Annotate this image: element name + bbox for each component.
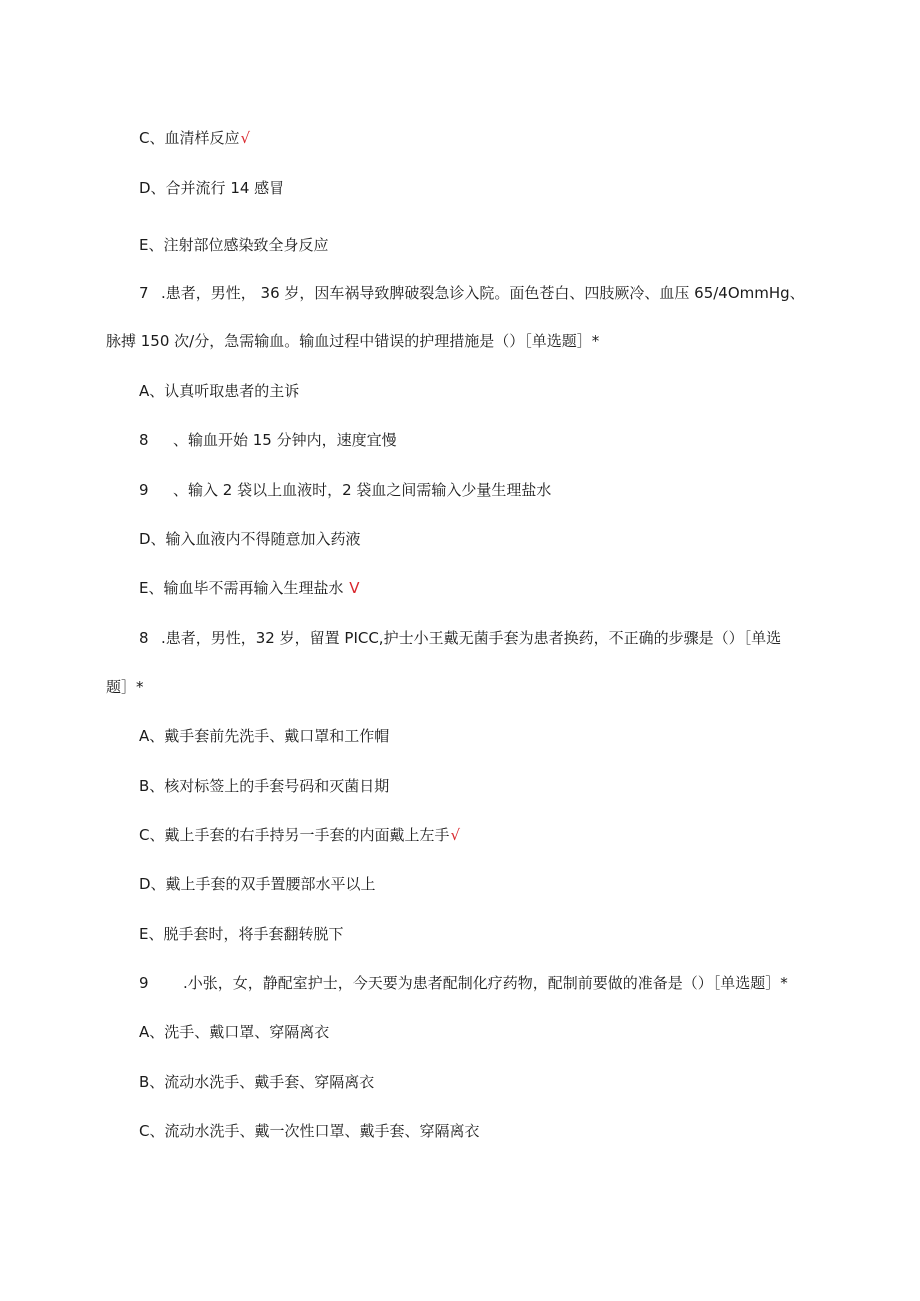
q6-option-c <box>139 128 250 148</box>
q6-option-d-text: D、合并流行 14 感冒 <box>139 179 285 197</box>
q6-option-e-text: E、注射部位感染致全身反应 <box>139 236 329 254</box>
q7-option-a <box>139 381 299 401</box>
q8-option-e-text: E、脱手套时，将手套翻转脱下 <box>139 925 344 943</box>
q8-option-e <box>139 924 343 944</box>
q9-stem-line1 <box>139 973 788 993</box>
q7-option-b-number: 8 <box>139 431 149 449</box>
q8-option-b <box>139 776 389 796</box>
q8-option-a <box>139 726 389 746</box>
q8-option-c-text: C、戴上手套的右手持另一手套的内面戴上左手 <box>139 826 450 844</box>
q7-stem-text2: 脉搏 150 次/分，急需输血。输血过程中错误的护理措施是（）［单选题］* <box>106 332 600 350</box>
q7-option-c <box>139 480 551 500</box>
q8-option-a-text: A、戴手套前先洗手、戴口罩和工作帽 <box>139 727 390 745</box>
q6-option-e <box>139 235 328 255</box>
q8-option-b-text: B、核对标签上的手套号码和灭菌日期 <box>139 777 390 795</box>
q8-option-d-text: D、戴上手套的双手置腰部水平以上 <box>139 875 376 893</box>
q7-option-e-text: E、输血毕不需再输入生理盐水 <box>139 579 344 597</box>
q6-option-d <box>139 178 284 198</box>
q7-option-a-text: A、认真听取患者的主诉 <box>139 382 300 400</box>
q9-option-a <box>139 1022 329 1042</box>
q7-option-d <box>139 529 361 549</box>
q7-option-c-text: 、输入 2 袋以上血液时，2 袋血之间需输入少量生理盐水 <box>173 481 552 499</box>
q7-option-b-text: 、输血开始 15 分钟内，速度宜慢 <box>173 431 397 449</box>
q7-option-d-text: D、输入血液内不得随意加入药液 <box>139 530 361 548</box>
q6-option-c-text: C、血清样反应 <box>139 129 240 147</box>
q8-stem-text2: 题］* <box>106 678 144 696</box>
q7-option-b <box>139 430 397 450</box>
q8-stem-line2 <box>106 677 144 697</box>
q9-number: 9 <box>139 974 149 992</box>
q9-option-a-text: A、洗手、戴口罩、穿隔离衣 <box>139 1023 330 1041</box>
q8-number: 8 <box>139 629 149 647</box>
q8-answer-mark: √ <box>450 826 461 844</box>
q9-option-b-text: B、流动水洗手、戴手套、穿隔离衣 <box>139 1073 375 1091</box>
q8-option-c <box>139 825 460 845</box>
q7-option-e <box>139 578 360 598</box>
q6-answer-mark: √ <box>240 129 251 147</box>
q7-stem-line1 <box>139 283 805 303</box>
q9-option-c-text: C、流动水洗手、戴一次性口罩、戴手套、穿隔离衣 <box>139 1122 480 1140</box>
q7-number: 7 <box>139 284 149 302</box>
q7-option-c-number: 9 <box>139 481 149 499</box>
q9-option-b <box>139 1072 374 1092</box>
q7-stem-text1: .患者，男性， 36 岁，因车祸导致脾破裂急诊入院。面色苍白、四肢厥冷、血压 65/4OmmHg、 <box>161 284 805 302</box>
q7-stem-line2 <box>106 331 599 351</box>
q8-stem-line1 <box>139 628 781 648</box>
q8-option-d <box>139 874 376 894</box>
q8-stem-text1: .患者，男性，32 岁，留置 PICC,护士小王戴无菌手套为患者换药，不正确的步骤是（）［单选 <box>161 629 782 647</box>
q7-answer-mark: V <box>349 579 360 597</box>
q9-option-c <box>139 1121 479 1141</box>
q9-stem-text1: .小张，女，静配室护士，今天要为患者配制化疗药物，配制前要做的准备是（）［单选题］* <box>183 974 788 992</box>
